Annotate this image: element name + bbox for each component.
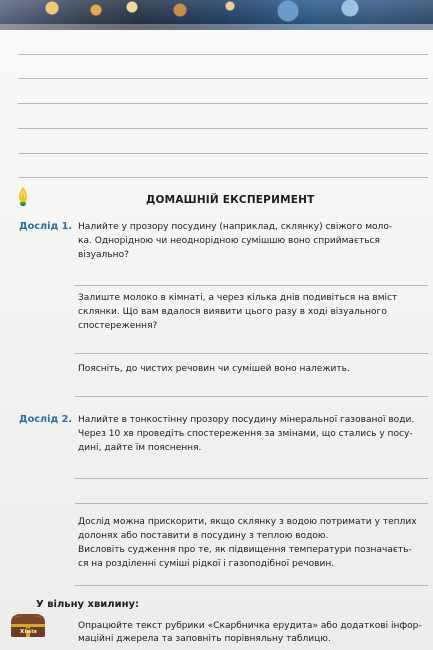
experiment-2-line: Через 10 хв проведіть спостереження за змінами, що стались у посу- — [78, 429, 413, 439]
free-time-title: У вільну хвилину: — [36, 599, 140, 610]
experiment-1-followup-line: спостереження? — [78, 321, 158, 331]
answer-line — [18, 103, 428, 104]
experiment-2-followup-text — [78, 515, 428, 571]
experiment-1-followup-line: склянки. Що вам вдалося виявити цього разу в ході візуального — [78, 307, 387, 317]
treasure-chest-icon — [7, 610, 49, 640]
answer-line — [75, 396, 428, 397]
experiment-1-text — [78, 220, 428, 262]
header-photo — [0, 0, 433, 30]
experiment-2-line: дині, дайте їм пояснення. — [78, 443, 202, 453]
experiment-2-followup-line: ся на розділенні суміші рідкої і газоподібної речовин. — [78, 559, 335, 569]
answer-line — [18, 153, 428, 154]
experiment-2-text — [78, 413, 428, 455]
free-time-line: Опрацюйте текст рубрики «Скарбничка ерудита» або додаткові інфор- — [78, 621, 422, 631]
experiment-2-followup-line: долонях або поставити в посудину з теплою водою. — [78, 531, 329, 541]
experiment-2-followup-line: Дослід можна прискорити, якщо склянку з водою потримати у теплих — [78, 517, 417, 527]
section-title: ДОМАШНІЙ ЕКСПЕРИМЕНТ — [146, 194, 315, 206]
answer-line — [75, 503, 428, 504]
answer-line — [18, 54, 428, 55]
answer-line — [18, 78, 428, 79]
experiment-1-followup-line: Залиште молоко в кімнаті, а через кілька днів подивіться на вміст — [78, 293, 398, 303]
experiment-1-question: Поясніть, до чистих речовин чи сумішей воно належить. — [78, 364, 350, 374]
free-time-line: маційні джерела та заповніть порівняльну таблицю. — [78, 634, 331, 644]
lamp-icon — [14, 185, 32, 207]
chest-label: Хімія — [20, 629, 38, 635]
answer-line — [18, 128, 428, 129]
experiment-2-label: Дослід 2. — [19, 414, 73, 425]
experiment-1-followup-text — [78, 291, 428, 333]
free-time-text — [78, 620, 428, 646]
experiment-1-label: Дослід 1. — [19, 221, 73, 232]
answer-line — [75, 353, 428, 354]
answer-line — [75, 285, 428, 286]
experiment-1-line: візуально? — [78, 250, 129, 260]
experiment-2-followup-line: Висловіть судження про те, як підвищення температури позначаєть- — [78, 545, 412, 555]
answer-line — [75, 585, 428, 586]
experiment-1-line: Налийте у прозору посудину (наприклад, склянку) свіжого моло- — [78, 222, 393, 232]
answer-line — [18, 177, 428, 178]
experiment-2-line: Налийте в тонкостінну прозору посудину мінеральної газованої води. — [78, 415, 415, 425]
answer-line — [75, 478, 428, 479]
experiment-1-line: ка. Однорідною чи неоднорідною сумішшю воно сприймається — [78, 236, 380, 246]
